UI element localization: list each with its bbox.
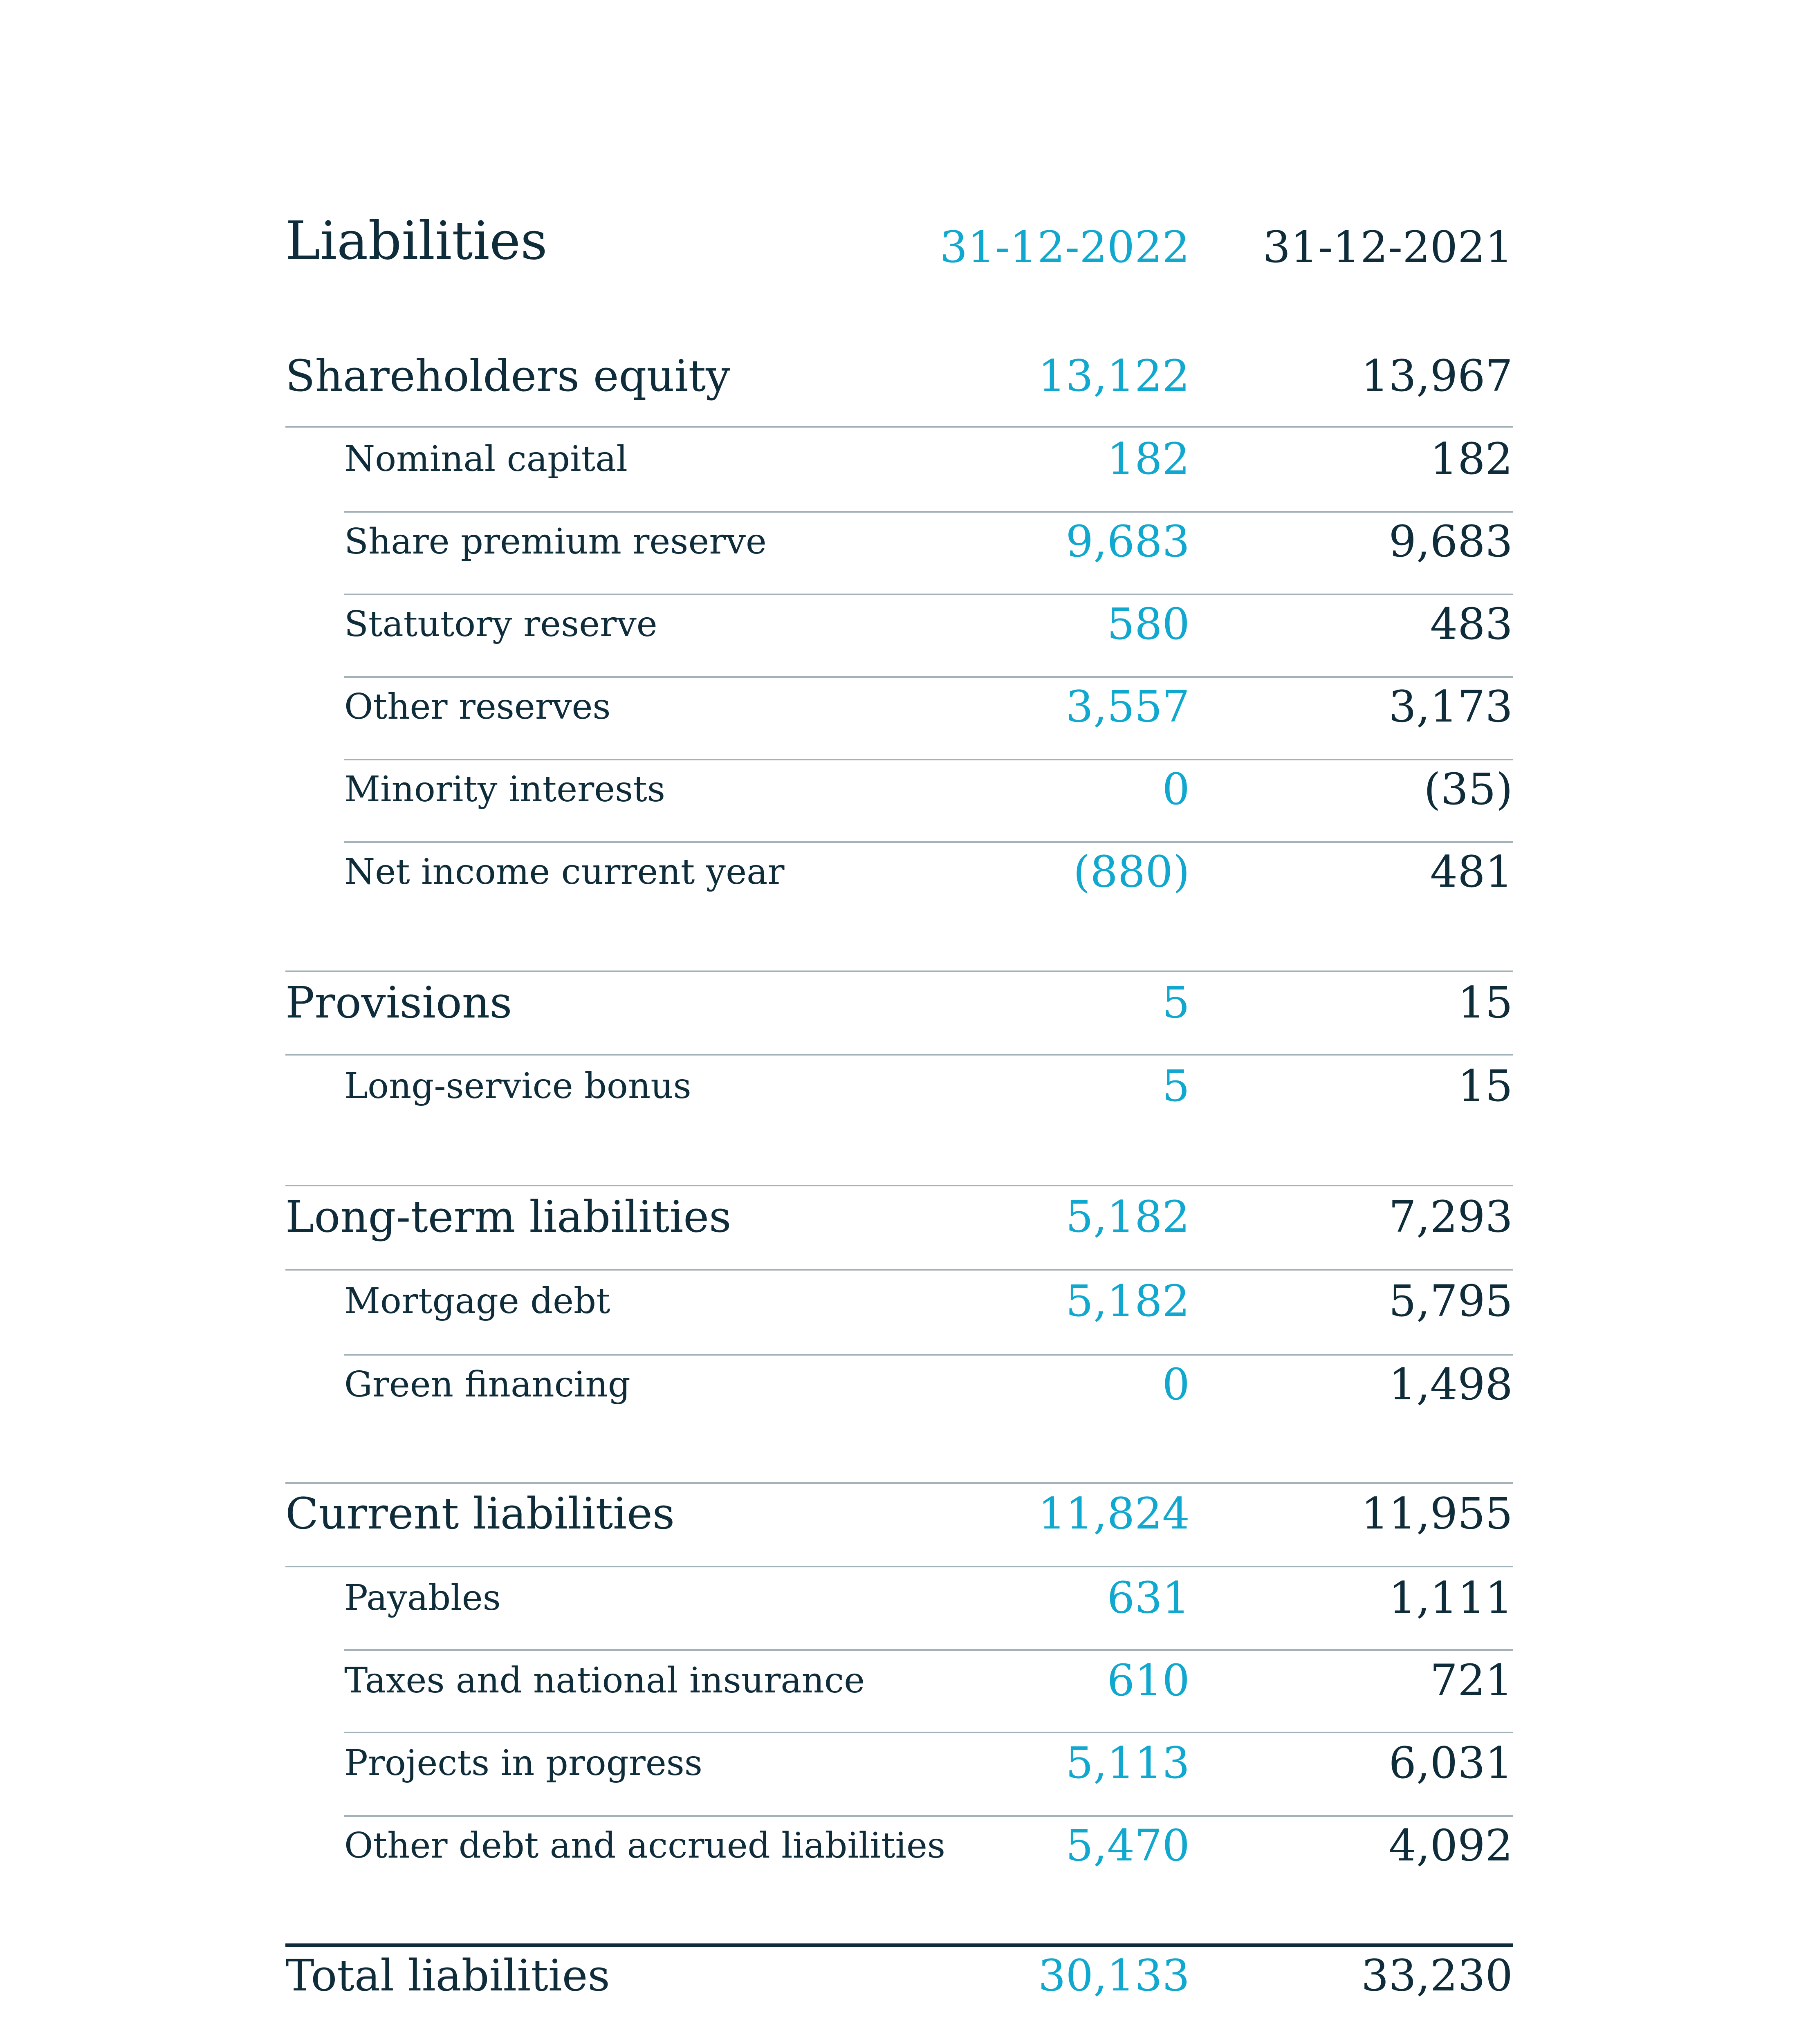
value-2021: 1,498: [1389, 1359, 1513, 1410]
table-row-green-financing: [0, 1354, 1799, 1415]
value-2022: 5,470: [1065, 1820, 1190, 1871]
row-label: Payables: [344, 1578, 501, 1618]
table-row-statutory-reserve: [0, 594, 1799, 655]
row-label: Minority interests: [344, 769, 666, 810]
table-row-minority-interests: [0, 759, 1799, 820]
row-label: Other debt and accrued liabilities: [344, 1825, 946, 1866]
value-2022: 580: [1107, 599, 1190, 649]
table-row-net-income-current-year: [0, 841, 1799, 903]
group-label: Provisions: [285, 977, 512, 1028]
row-label: Other reserves: [344, 686, 611, 727]
row-label: Long-service bonus: [344, 1066, 691, 1107]
value-2021: (35): [1424, 764, 1513, 814]
table-row-share-premium-reserve: [0, 511, 1799, 572]
value-2022: 0: [1162, 1359, 1190, 1410]
value-2022: 5,182: [1065, 1276, 1190, 1326]
row-label: Projects in progress: [344, 1743, 702, 1784]
total-value-2022: 30,133: [1038, 1950, 1190, 2001]
group-label: Long-term liabilities: [285, 1192, 731, 1242]
group-label: Shareholders equity: [285, 351, 731, 401]
row-label: Green financing: [344, 1364, 630, 1405]
total-label: Total liabilities: [285, 1950, 610, 2001]
group-row-current-liabilities: [0, 1483, 1799, 1544]
table-row-long-service-bonus: [0, 1056, 1799, 1117]
group-row-long-term-liabilities: [0, 1186, 1799, 1248]
table-row-payables: [0, 1567, 1799, 1629]
value-2022: 5,113: [1065, 1738, 1190, 1788]
value-2022: (880): [1073, 847, 1190, 897]
group-row-shareholders-equity: [0, 345, 1799, 407]
value-2021: 4,092: [1389, 1820, 1513, 1871]
table-row-taxes-and-national-insurance: [0, 1650, 1799, 1711]
row-divider: [285, 426, 1513, 428]
value-2021: 5,795: [1389, 1276, 1513, 1326]
value-2022: 182: [1107, 434, 1190, 484]
value-2022: 13,122: [1038, 351, 1190, 401]
row-label: Taxes and national insurance: [344, 1660, 865, 1701]
value-2021: 15: [1458, 977, 1513, 1028]
value-2021: 1,111: [1389, 1573, 1513, 1623]
value-2022: 610: [1107, 1655, 1190, 1706]
value-2021: 182: [1430, 434, 1513, 484]
value-2021: 6,031: [1389, 1738, 1513, 1788]
value-2021: 13,967: [1361, 351, 1513, 401]
row-label: Statutory reserve: [344, 604, 657, 645]
table-row-projects-in-progress: [0, 1732, 1799, 1794]
group-row-provisions: [0, 972, 1799, 1033]
value-2021: 481: [1430, 847, 1513, 897]
row-label: Nominal capital: [344, 439, 628, 480]
table-title: Liabilities: [285, 211, 547, 271]
value-2022: 631: [1107, 1573, 1190, 1623]
value-2021: 11,955: [1361, 1488, 1513, 1539]
value-2022: 0: [1162, 764, 1190, 814]
total-row: [0, 1945, 1799, 2006]
value-2022: 5: [1162, 1061, 1190, 1111]
value-2022: 11,824: [1038, 1488, 1190, 1539]
table-row-nominal-capital: [0, 428, 1799, 490]
table-row-other-reserves: [0, 676, 1799, 737]
row-label: Mortgage debt: [344, 1281, 610, 1322]
table-row-other-debt-and-accrued-liabilities: [0, 1815, 1799, 1876]
value-2021: 3,173: [1389, 681, 1513, 732]
row-label: Net income current year: [344, 852, 785, 892]
group-label: Current liabilities: [285, 1488, 675, 1539]
value-2021: 483: [1430, 599, 1513, 649]
value-2022: 9,683: [1065, 516, 1190, 567]
column-header-2022: 31-12-2022: [940, 222, 1190, 272]
value-2021: 7,293: [1389, 1192, 1513, 1242]
value-2022: 5: [1162, 977, 1190, 1028]
value-2022: 5,182: [1065, 1192, 1190, 1242]
value-2021: 721: [1430, 1655, 1513, 1706]
column-header-2021: 31-12-2021: [1263, 222, 1513, 272]
row-label: Share premium reserve: [344, 521, 767, 562]
total-value-2021: 33,230: [1361, 1950, 1513, 2001]
value-2022: 3,557: [1065, 681, 1190, 732]
value-2021: 9,683: [1389, 516, 1513, 567]
table-row-mortgage-debt: [0, 1271, 1799, 1332]
value-2021: 15: [1458, 1061, 1513, 1111]
